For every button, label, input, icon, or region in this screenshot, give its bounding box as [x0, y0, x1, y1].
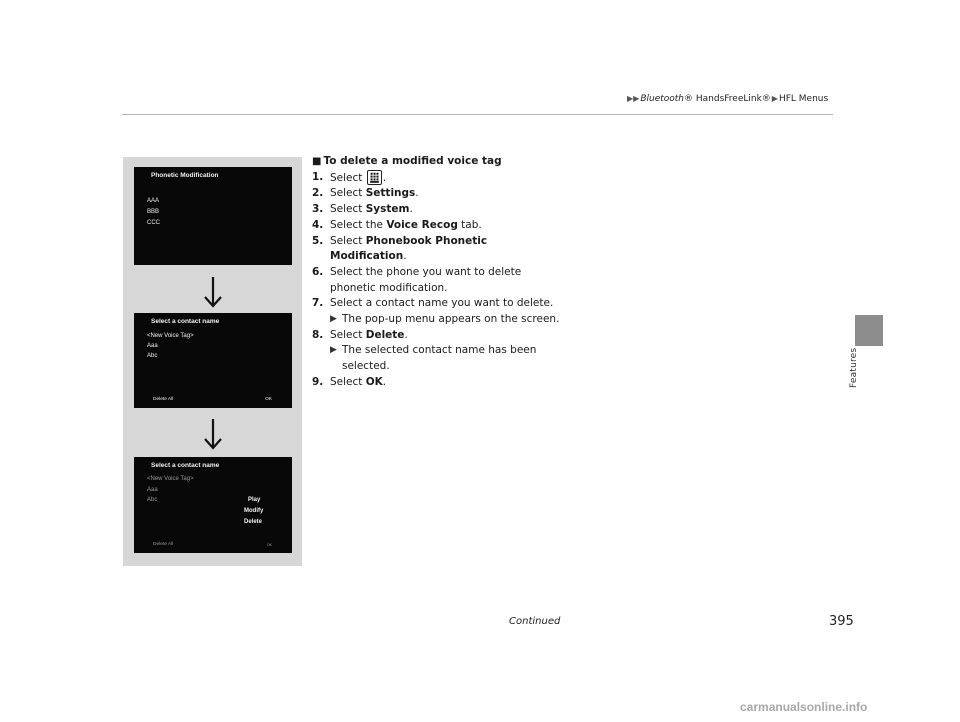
square-bullet-icon: ■ — [312, 156, 322, 167]
screen-title: Select a contact name — [151, 318, 220, 325]
result-arrow-icon: ▶ — [330, 314, 337, 325]
screen-select-contact — [134, 313, 292, 408]
list-item[interactable]: Aaa — [147, 343, 158, 349]
breadcrumb — [626, 94, 828, 104]
delete-all-button: Delete All — [153, 542, 174, 547]
page-number: 395 — [829, 614, 854, 629]
step-7: 7. Select a contact name you want to delete. — [312, 297, 554, 310]
step-7-result: ▶ The pop-up menu appears on the screen. — [312, 312, 562, 328]
list-item-new-voice-tag[interactable]: <New Voice Tag> — [147, 333, 194, 339]
list-item: Abc — [147, 497, 158, 503]
down-arrow-icon — [198, 417, 228, 451]
step-1: 1. Select . — [312, 170, 387, 184]
ok-button: OK — [266, 543, 272, 547]
step-4: 4. Select the Voice Recog tab. — [312, 218, 482, 231]
breadcrumb-hfl-menus: HFL Menus — [778, 94, 829, 104]
step-5: 5. Select Phonebook Phonetic Modification. — [312, 234, 488, 263]
breadcrumb-handsfreelink: HandsFreeLink® — [693, 94, 771, 104]
registered-mark: ® — [684, 94, 694, 104]
breadcrumb-arrow-icon: ▶ — [771, 94, 778, 103]
popup-delete[interactable]: Delete — [244, 519, 263, 525]
result-arrow-icon: ▶ — [330, 345, 337, 356]
instructions — [312, 154, 562, 391]
home-button-icon — [367, 170, 382, 185]
ok-button[interactable]: OK — [265, 397, 272, 402]
step-2: 2. Select Settings. — [312, 187, 419, 200]
popup-modify[interactable]: Modify — [244, 508, 264, 514]
list-item-new-voice-tag: <New Voice Tag> — [147, 476, 194, 482]
section-tab — [855, 315, 883, 346]
step-8-result: ▶ The selected contact name has been selected. — [330, 344, 537, 373]
screen-title: Select a contact name — [151, 462, 220, 469]
continued-label: Continued — [509, 616, 561, 627]
section-label: Features — [849, 347, 859, 388]
list-item[interactable]: Abc — [147, 353, 158, 359]
list-item[interactable]: BBB — [147, 209, 160, 215]
popup-play[interactable]: Play — [248, 497, 261, 503]
breadcrumb-bluetooth: Bluetooth — [640, 94, 685, 104]
screen-title: Phonetic Modification — [151, 172, 219, 179]
figure-panel — [123, 157, 302, 566]
step-8: 8. Select Delete. — [312, 328, 408, 341]
breadcrumb-arrow-icon: ▶▶ — [627, 94, 640, 103]
step-9: 9. Select OK. — [312, 375, 387, 388]
header-rule — [122, 114, 833, 115]
down-arrow-icon — [198, 275, 228, 309]
step-3: 3. Select System. — [312, 203, 413, 216]
screen-phonetic-modification — [134, 167, 292, 265]
watermark: carmanualsonline.info — [740, 700, 868, 714]
list-item[interactable]: AAA — [147, 198, 160, 204]
list-item[interactable]: CCC — [147, 220, 160, 226]
section-heading: ■ To delete a modified voice tag — [312, 155, 502, 167]
screen-select-contact-popup — [134, 457, 292, 553]
delete-all-button[interactable]: Delete All — [153, 397, 174, 402]
step-6: 6. Select the phone you want to delete phonetic modification. — [312, 265, 522, 294]
list-item: Aaa — [147, 487, 158, 493]
